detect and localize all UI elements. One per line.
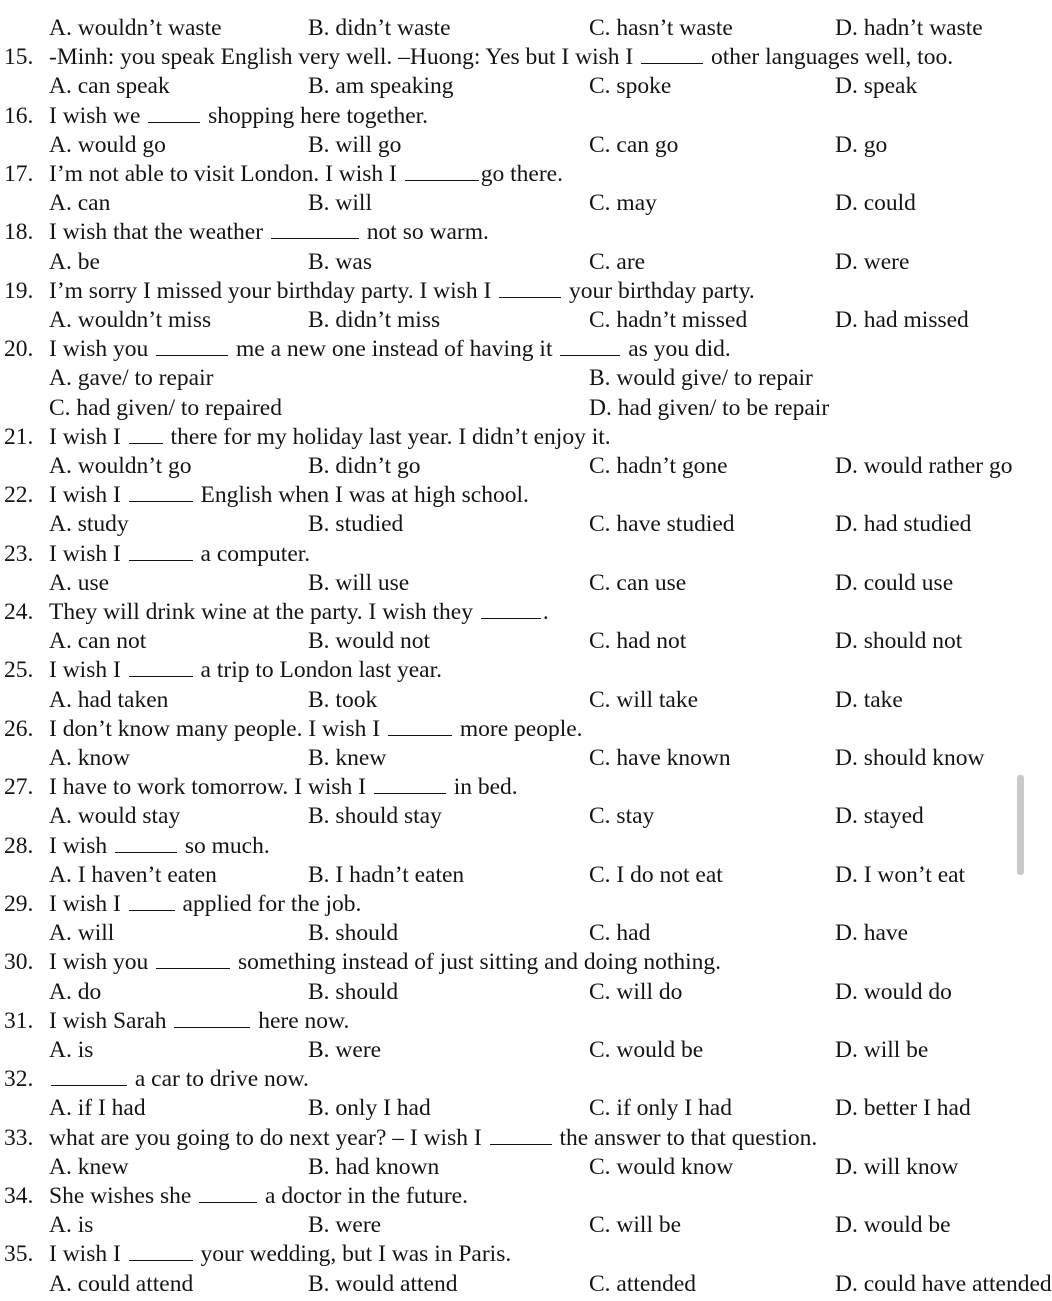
question-stem (49, 598, 549, 627)
question-line (0, 277, 1024, 306)
question-number: 35. (4, 1241, 34, 1268)
answer-blank[interactable] (499, 277, 561, 298)
question-number: 32. (4, 1066, 34, 1093)
option-c[interactable]: C. may (589, 190, 657, 217)
question-stem (49, 218, 489, 247)
options-row (0, 14, 1024, 43)
option-b[interactable]: B. will go (308, 131, 402, 158)
question-line (0, 481, 1024, 510)
options-row (0, 452, 1024, 481)
options-row (0, 1153, 1024, 1182)
question-line (0, 102, 1024, 131)
stem-text: I wish Sarah (49, 1007, 173, 1034)
option-c[interactable]: C. have known (589, 745, 731, 771)
question-line (0, 715, 1024, 744)
question-number: 19. (4, 277, 34, 304)
answer-blank[interactable] (641, 43, 703, 64)
option-b[interactable]: B. I hadn’t eaten (308, 861, 465, 888)
options-row (0, 627, 1024, 656)
option-d[interactable]: D. would be (835, 1212, 951, 1239)
option-c[interactable]: C. hadn’t gone (589, 453, 728, 479)
question-number: 28. (4, 832, 34, 859)
stem-text: I wish (49, 832, 113, 859)
option-c[interactable]: C. spoke (589, 73, 672, 100)
question-stem (49, 481, 529, 510)
option-d[interactable]: D. speak (835, 73, 918, 100)
options-row (0, 802, 1024, 831)
answer-blank[interactable] (271, 218, 359, 239)
option-d[interactable]: D. better I had (835, 1095, 971, 1122)
question-number: 30. (4, 949, 34, 976)
stem-text: here now. (252, 1007, 350, 1034)
option-d[interactable]: D. could use (835, 569, 954, 596)
option-b[interactable]: B. only I had (308, 1095, 431, 1122)
option-a[interactable]: A. would go (49, 131, 166, 158)
question-number: 24. (4, 599, 34, 625)
stem-text: I have to work tomorrow. I wish I (49, 774, 372, 801)
option-d[interactable]: D. take (835, 686, 903, 713)
option-b[interactable]: B. would not (308, 628, 431, 655)
option-b[interactable]: B. will (308, 190, 372, 217)
stem-text: the answer to that question. (553, 1124, 818, 1151)
question-stem (49, 540, 310, 569)
option-c[interactable]: C. I do not eat (589, 861, 723, 888)
question-stem (49, 1065, 309, 1094)
question-line (0, 1065, 1024, 1094)
options-row (0, 744, 1024, 773)
answer-blank[interactable] (129, 423, 163, 444)
question-line (0, 832, 1024, 861)
question-number: 23. (4, 540, 34, 567)
stem-text: I wish I (49, 657, 127, 684)
question-stem (49, 423, 611, 452)
option-a[interactable]: A. could attend (49, 1270, 194, 1297)
question-stem (49, 715, 583, 744)
question-number: 16. (4, 102, 34, 129)
option-c[interactable]: C. will be (589, 1212, 682, 1239)
question-line (0, 1240, 1024, 1269)
option-a[interactable]: A. wouldn’t go (49, 453, 192, 479)
options-row (0, 978, 1024, 1007)
option-b[interactable]: B. didn’t miss (308, 307, 441, 333)
answer-blank[interactable] (174, 1007, 250, 1028)
stem-text: there for my holiday last year. I didn’t enjoy it. (164, 423, 611, 450)
stem-text: more people. (454, 715, 583, 742)
option-c[interactable]: C. hasn’t waste (589, 15, 733, 41)
question-line (0, 43, 1024, 72)
stem-text: not so warm. (360, 219, 489, 246)
option-d[interactable]: D. had studied (835, 511, 972, 538)
stem-text: I wish I (49, 423, 127, 450)
question-number: 34. (4, 1183, 34, 1209)
option-c[interactable]: C. are (589, 248, 646, 275)
question-stem (49, 277, 755, 306)
options-row (0, 364, 1024, 393)
option-d[interactable]: D. stayed (835, 803, 924, 830)
stem-text: a doctor in the future. (259, 1183, 468, 1209)
option-a[interactable]: A. knew (49, 1153, 129, 1180)
option-a[interactable]: A. wouldn’t miss (49, 307, 212, 333)
answer-blank[interactable] (156, 335, 228, 356)
answer-blank[interactable] (199, 1182, 257, 1203)
option-b[interactable]: B. would attend (308, 1270, 458, 1297)
option-d[interactable]: D. could (835, 190, 916, 217)
options-row (0, 306, 1024, 335)
question-stem (49, 773, 518, 802)
option-b[interactable]: B. had known (308, 1153, 440, 1180)
option-a[interactable]: A. can (49, 190, 111, 217)
question-line (0, 160, 1024, 189)
stem-text: a car to drive now. (129, 1066, 309, 1093)
option-c[interactable]: C. if only I had (589, 1095, 732, 1122)
options-row (0, 1094, 1024, 1123)
option-b[interactable]: B. were (308, 1037, 382, 1063)
option-a[interactable]: A. had taken (49, 686, 169, 713)
stem-text: I wish I (49, 540, 127, 567)
question-line (0, 218, 1024, 247)
option-b[interactable]: B. should (308, 978, 399, 1005)
option-c[interactable]: C. will take (589, 686, 698, 713)
question-stem (49, 832, 270, 861)
option-d[interactable]: D. should know (835, 745, 985, 771)
answer-blank[interactable] (374, 773, 446, 794)
options-row (0, 1211, 1024, 1240)
stem-text: a trip to London last year. (194, 657, 443, 684)
question-line (0, 423, 1024, 452)
answer-blank[interactable] (51, 1065, 127, 1086)
question-line (0, 773, 1024, 802)
stem-text: your birthday party. (563, 277, 755, 304)
answer-blank[interactable] (129, 1240, 193, 1261)
option-d[interactable]: D. could have attended (835, 1270, 1052, 1297)
options-row (0, 248, 1024, 277)
stem-text: as you did. (622, 336, 731, 363)
question-stem (49, 948, 721, 977)
option-a[interactable]: A. can speak (49, 73, 170, 100)
option-a[interactable]: A. will (49, 920, 115, 947)
answer-blank[interactable] (388, 715, 452, 736)
answer-blank[interactable] (560, 335, 620, 356)
option-a[interactable]: A. use (49, 569, 110, 596)
stem-text: what are you going to do next year? – I wish I (49, 1124, 488, 1151)
scrollbar-thumb[interactable] (1017, 775, 1024, 875)
option-d[interactable]: D. should not (835, 628, 963, 655)
question-number: 21. (4, 423, 34, 450)
stem-text: I wish you (49, 949, 155, 976)
option-c[interactable]: C. have studied (589, 511, 735, 538)
option-a[interactable]: A. is (49, 1212, 94, 1239)
option-d[interactable]: D. will be (835, 1037, 929, 1063)
stem-text: They will drink wine at the party. I wish they (49, 599, 479, 625)
question-line (0, 1182, 1024, 1211)
option-c[interactable]: C. had given/ to repaired (49, 394, 282, 421)
option-c[interactable]: C. will do (589, 978, 683, 1005)
option-b[interactable]: B. was (308, 248, 372, 275)
option-d[interactable]: D. have (835, 920, 909, 947)
option-d[interactable]: D. hadn’t waste (835, 15, 983, 41)
question-stem (49, 43, 953, 72)
question-line (0, 1007, 1024, 1036)
question-stem (49, 1182, 468, 1211)
question-stem (49, 1240, 511, 1269)
option-c[interactable]: C. hadn’t missed (589, 307, 748, 333)
option-a[interactable]: A. is (49, 1037, 94, 1063)
option-c[interactable]: C. stay (589, 803, 655, 830)
question-number: 29. (4, 891, 34, 917)
question-number: 31. (4, 1007, 34, 1034)
option-c[interactable]: C. attended (589, 1270, 697, 1297)
question-line (0, 540, 1024, 569)
question-number: 17. (4, 161, 34, 187)
option-d[interactable]: D. would rather go (835, 453, 1013, 479)
question-number: 20. (4, 336, 34, 363)
option-a[interactable]: A. would stay (49, 803, 181, 830)
stem-text: me a new one instead of having it (230, 336, 559, 363)
stem-text: go there. (480, 161, 563, 187)
answer-blank[interactable] (490, 1124, 552, 1145)
option-b[interactable]: B. should (308, 920, 399, 947)
option-d[interactable]: D. were (835, 248, 910, 275)
option-b[interactable]: B. didn’t waste (308, 15, 451, 41)
option-d[interactable]: D. had missed (835, 307, 969, 333)
option-a[interactable]: A. gave/ to repair (49, 365, 214, 392)
option-a[interactable]: A. wouldn’t waste (49, 15, 222, 41)
question-line (0, 890, 1024, 919)
answer-blank[interactable] (129, 540, 193, 561)
option-b[interactable]: B. knew (308, 745, 387, 771)
question-number: 27. (4, 774, 34, 801)
options-row (0, 394, 1024, 423)
option-d[interactable]: D. I won’t eat (835, 861, 966, 888)
stem-text: applied for the job. (176, 891, 362, 917)
question-number: 26. (4, 715, 34, 742)
question-line (0, 656, 1024, 685)
option-d[interactable]: D. had given/ to be repair (589, 394, 830, 421)
answer-blank[interactable] (129, 481, 193, 502)
stem-text: your wedding, but I was in Paris. (194, 1241, 512, 1268)
answer-blank[interactable] (129, 890, 175, 911)
stem-text: in bed. (447, 774, 518, 801)
question-line (0, 335, 1024, 364)
stem-text: I’m sorry I missed your birthday party. I wish I (49, 277, 498, 304)
stem-text: I wish I (49, 1241, 127, 1268)
stem-text: shopping here together. (202, 102, 429, 129)
stem-text: English when I was at high school. (194, 482, 529, 509)
options-row (0, 686, 1024, 715)
option-a[interactable]: A. know (49, 745, 130, 771)
question-stem (49, 335, 731, 364)
stem-text: I don’t know many people. I wish I (49, 715, 386, 742)
option-b[interactable]: B. studied (308, 511, 404, 538)
option-d[interactable]: D. will know (835, 1153, 959, 1180)
options-row (0, 1036, 1024, 1065)
question-stem (49, 1124, 817, 1153)
option-a[interactable]: A. if I had (49, 1095, 146, 1122)
stem-text: other languages well, too. (705, 44, 954, 71)
answer-blank[interactable] (405, 160, 479, 181)
options-row (0, 189, 1024, 218)
question-number: 22. (4, 482, 34, 509)
stem-text: something instead of just sitting and doing nothing. (232, 949, 722, 976)
option-b[interactable]: B. were (308, 1212, 382, 1239)
options-row (0, 919, 1024, 948)
stem-text: She wishes she (49, 1183, 198, 1209)
option-a[interactable]: A. do (49, 978, 102, 1005)
options-row (0, 510, 1024, 539)
option-b[interactable]: B. should stay (308, 803, 442, 830)
options-row (0, 861, 1024, 890)
question-stem (49, 1007, 349, 1036)
answer-blank[interactable] (129, 656, 193, 677)
option-d[interactable]: D. go (835, 131, 888, 158)
question-line (0, 598, 1024, 627)
option-c[interactable]: C. can use (589, 569, 687, 596)
answer-blank[interactable] (115, 832, 177, 853)
options-row (0, 1270, 1052, 1299)
option-a[interactable]: A. study (49, 511, 129, 538)
question-stem (49, 656, 442, 685)
stem-text: so much. (178, 832, 270, 859)
option-a[interactable]: A. I haven’t eaten (49, 861, 217, 888)
stem-text: I wish you (49, 336, 155, 363)
option-a[interactable]: A. can not (49, 628, 147, 655)
option-c[interactable]: C. can go (589, 131, 679, 158)
option-b[interactable]: B. didn’t go (308, 453, 421, 479)
option-b[interactable]: B. took (308, 686, 378, 713)
option-c[interactable]: C. had not (589, 628, 687, 655)
question-stem (49, 890, 361, 919)
answer-blank[interactable] (481, 598, 541, 619)
stem-text: I wish we (49, 102, 147, 129)
option-b[interactable]: B. am speaking (308, 73, 454, 100)
stem-text: I wish that the weather (49, 219, 269, 246)
options-row (0, 131, 1024, 160)
question-number: 25. (4, 657, 34, 684)
option-c[interactable]: C. had (589, 920, 651, 947)
option-a[interactable]: A. be (49, 248, 100, 275)
question-number: 33. (4, 1124, 34, 1151)
question-number: 18. (4, 219, 34, 246)
answer-blank[interactable] (156, 948, 230, 969)
stem-text: I’m not able to visit London. I wish I (49, 161, 403, 187)
option-c[interactable]: C. would know (589, 1153, 734, 1180)
option-b[interactable]: B. would give/ to repair (589, 365, 813, 392)
stem-text: -Minh: you speak English very well. –Huong: Yes but I wish I (49, 44, 640, 71)
options-row (0, 569, 1024, 598)
question-stem (49, 160, 563, 189)
question-line (0, 948, 1024, 977)
stem-text: I wish I (49, 482, 127, 509)
question-number: 15. (4, 44, 34, 71)
stem-text: a computer. (194, 540, 311, 567)
option-d[interactable]: D. would do (835, 978, 952, 1005)
stem-text: I wish I (49, 891, 127, 917)
option-c[interactable]: C. would be (589, 1037, 704, 1063)
question-line (0, 1124, 1024, 1153)
options-row (0, 72, 1024, 101)
option-b[interactable]: B. will use (308, 569, 410, 596)
stem-text: . (542, 599, 549, 625)
answer-blank[interactable] (148, 102, 200, 123)
question-stem (49, 102, 428, 131)
